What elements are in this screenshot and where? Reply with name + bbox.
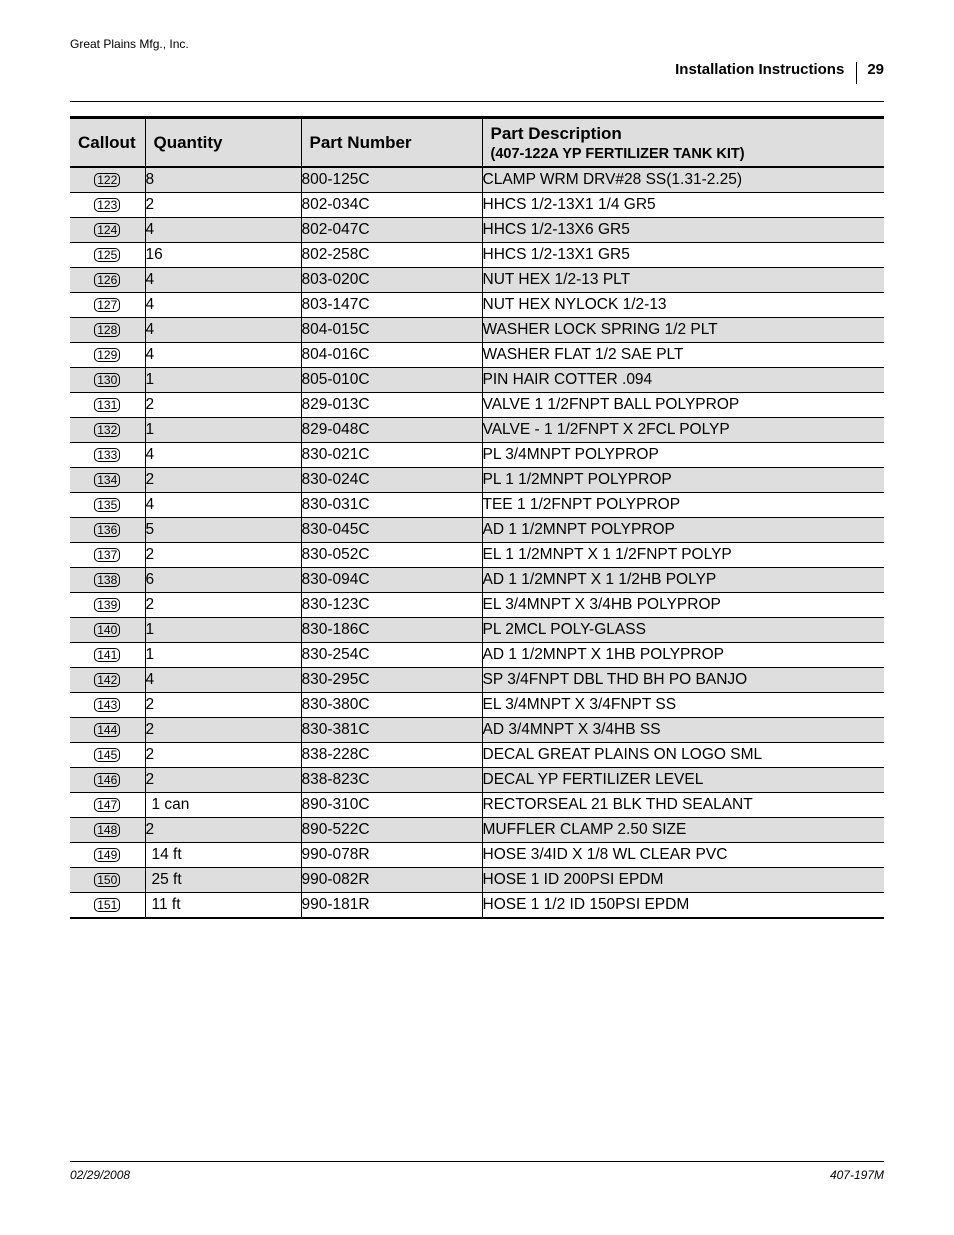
quantity-cell: 8 — [145, 167, 301, 193]
callout-cell — [70, 668, 145, 693]
part-number-cell: 830-031C — [301, 493, 482, 518]
table-row — [70, 468, 884, 493]
part-number-cell: 830-021C — [301, 443, 482, 468]
callout-cell — [70, 893, 145, 919]
table-row — [70, 193, 884, 218]
header-divider — [856, 62, 857, 84]
description-cell: DECAL GREAT PLAINS ON LOGO SML — [482, 743, 884, 768]
quantity-cell: 25 ft — [145, 868, 301, 893]
callout-badge: 147 — [94, 798, 120, 812]
description-cell: EL 3/4MNPT X 3/4HB POLYPROP — [482, 593, 884, 618]
part-number-cell: 829-048C — [301, 418, 482, 443]
callout-cell — [70, 843, 145, 868]
quantity-cell: 16 — [145, 243, 301, 268]
callout-cell — [70, 518, 145, 543]
quantity-cell: 2 — [145, 193, 301, 218]
part-number-cell: 830-380C — [301, 693, 482, 718]
table-row — [70, 618, 884, 643]
callout-badge: 137 — [94, 548, 120, 562]
callout-cell — [70, 693, 145, 718]
callout-badge: 133 — [94, 448, 120, 462]
callout-badge: 140 — [94, 623, 120, 637]
description-cell: CLAMP WRM DRV#28 SS(1.31-2.25) — [482, 167, 884, 193]
callout-cell — [70, 193, 145, 218]
description-cell: PL 1 1/2MNPT POLYPROP — [482, 468, 884, 493]
callout-badge: 134 — [94, 473, 120, 487]
footer-doc-number: 407-197M — [829, 1168, 884, 1182]
callout-badge: 142 — [94, 673, 120, 687]
quantity-cell: 2 — [145, 693, 301, 718]
description-cell: AD 3/4MNPT X 3/4HB SS — [482, 718, 884, 743]
table-row — [70, 743, 884, 768]
description-header-label: Part Description — [490, 123, 622, 143]
table-row — [70, 443, 884, 468]
callout-cell — [70, 343, 145, 368]
description-cell: PL 2MCL POLY-GLASS — [482, 618, 884, 643]
part-number-cell: 830-254C — [301, 643, 482, 668]
section-title: Installation Instructions — [675, 60, 845, 78]
table-row — [70, 793, 884, 818]
callout-badge: 138 — [94, 573, 120, 587]
quantity-cell: 5 — [145, 518, 301, 543]
callout-cell — [70, 468, 145, 493]
callout-cell — [70, 543, 145, 568]
part-number-cell: 830-123C — [301, 593, 482, 618]
description-cell: RECTORSEAL 21 BLK THD SEALANT — [482, 793, 884, 818]
callout-badge: 136 — [94, 523, 120, 537]
callout-badge: 125 — [94, 248, 120, 262]
part-number-cell: 830-094C — [301, 568, 482, 593]
quantity-cell: 1 can — [145, 793, 301, 818]
column-header-quantity: Quantity — [145, 118, 301, 168]
description-cell: PL 3/4MNPT POLYPROP — [482, 443, 884, 468]
callout-badge: 127 — [94, 298, 120, 312]
quantity-cell: 4 — [145, 443, 301, 468]
part-number-cell: 838-823C — [301, 768, 482, 793]
table-row — [70, 393, 884, 418]
part-number-cell: 990-082R — [301, 868, 482, 893]
quantity-cell: 4 — [145, 343, 301, 368]
description-cell: MUFFLER CLAMP 2.50 SIZE — [482, 818, 884, 843]
description-cell: TEE 1 1/2FNPT POLYPROP — [482, 493, 884, 518]
column-header-callout: Callout — [70, 118, 145, 168]
kit-name: (407-122A YP FERTILIZER TANK KIT) — [490, 145, 745, 162]
callout-cell — [70, 493, 145, 518]
quantity-cell: 2 — [145, 543, 301, 568]
parts-table-body — [70, 167, 884, 918]
footer-rule — [70, 1161, 884, 1162]
quantity-cell: 2 — [145, 818, 301, 843]
part-number-cell: 830-186C — [301, 618, 482, 643]
quantity-cell: 4 — [145, 668, 301, 693]
table-row — [70, 268, 884, 293]
part-number-cell: 802-034C — [301, 193, 482, 218]
callout-badge: 148 — [94, 823, 120, 837]
quantity-cell: 4 — [145, 268, 301, 293]
part-number-cell: 800-125C — [301, 167, 482, 193]
table-row — [70, 318, 884, 343]
column-header-description — [482, 118, 884, 168]
company-name: Great Plains Mfg., Inc. — [70, 37, 189, 51]
callout-cell — [70, 218, 145, 243]
table-row — [70, 293, 884, 318]
part-number-cell: 830-045C — [301, 518, 482, 543]
quantity-cell: 1 — [145, 368, 301, 393]
callout-badge: 141 — [94, 648, 120, 662]
quantity-cell: 1 — [145, 418, 301, 443]
quantity-cell: 2 — [145, 743, 301, 768]
column-header-part-number: Part Number — [301, 118, 482, 168]
callout-cell — [70, 167, 145, 193]
callout-cell — [70, 268, 145, 293]
description-cell: PIN HAIR COTTER .094 — [482, 368, 884, 393]
table-row — [70, 718, 884, 743]
table-row — [70, 568, 884, 593]
parts-table — [70, 116, 884, 919]
table-row — [70, 643, 884, 668]
description-cell: EL 3/4MNPT X 3/4FNPT SS — [482, 693, 884, 718]
description-cell: HOSE 3/4ID X 1/8 WL CLEAR PVC — [482, 843, 884, 868]
callout-badge: 143 — [94, 698, 120, 712]
table-row — [70, 768, 884, 793]
part-number-cell: 803-020C — [301, 268, 482, 293]
doc-header — [675, 58, 884, 80]
description-cell: WASHER FLAT 1/2 SAE PLT — [482, 343, 884, 368]
callout-cell — [70, 793, 145, 818]
quantity-cell: 2 — [145, 768, 301, 793]
description-cell: HOSE 1 ID 200PSI EPDM — [482, 868, 884, 893]
description-cell: VALVE - 1 1/2FNPT X 2FCL POLYP — [482, 418, 884, 443]
callout-badge: 145 — [94, 748, 120, 762]
description-cell: AD 1 1/2MNPT X 1HB POLYPROP — [482, 643, 884, 668]
description-cell: HHCS 1/2-13X6 GR5 — [482, 218, 884, 243]
part-number-cell: 830-024C — [301, 468, 482, 493]
quantity-cell: 2 — [145, 393, 301, 418]
callout-cell — [70, 393, 145, 418]
table-header-row — [70, 118, 884, 168]
quantity-cell: 4 — [145, 293, 301, 318]
description-cell: NUT HEX NYLOCK 1/2-13 — [482, 293, 884, 318]
part-number-cell: 838-228C — [301, 743, 482, 768]
table-row — [70, 418, 884, 443]
quantity-cell: 4 — [145, 318, 301, 343]
callout-badge: 126 — [94, 273, 120, 287]
quantity-cell: 1 — [145, 618, 301, 643]
callout-cell — [70, 618, 145, 643]
callout-badge: 122 — [94, 173, 120, 187]
table-row — [70, 218, 884, 243]
callout-cell — [70, 868, 145, 893]
description-cell: HHCS 1/2-13X1 GR5 — [482, 243, 884, 268]
part-number-cell: 830-381C — [301, 718, 482, 743]
callout-badge: 130 — [94, 373, 120, 387]
description-cell: SP 3/4FNPT DBL THD BH PO BANJO — [482, 668, 884, 693]
description-cell: DECAL YP FERTILIZER LEVEL — [482, 768, 884, 793]
callout-cell — [70, 443, 145, 468]
quantity-cell: 2 — [145, 593, 301, 618]
part-number-cell: 890-310C — [301, 793, 482, 818]
part-number-cell: 805-010C — [301, 368, 482, 393]
table-row — [70, 368, 884, 393]
callout-cell — [70, 243, 145, 268]
callout-badge: 144 — [94, 723, 120, 737]
callout-badge: 150 — [94, 873, 120, 887]
callout-cell — [70, 718, 145, 743]
quantity-cell: 4 — [145, 218, 301, 243]
quantity-cell: 2 — [145, 718, 301, 743]
table-row — [70, 668, 884, 693]
description-cell: HOSE 1 1/2 ID 150PSI EPDM — [482, 893, 884, 919]
part-number-cell: 829-013C — [301, 393, 482, 418]
description-cell: VALVE 1 1/2FNPT BALL POLYPROP — [482, 393, 884, 418]
callout-badge: 151 — [94, 898, 120, 912]
part-number-cell: 830-052C — [301, 543, 482, 568]
callout-cell — [70, 293, 145, 318]
table-row — [70, 518, 884, 543]
table-row — [70, 543, 884, 568]
part-number-cell: 803-147C — [301, 293, 482, 318]
callout-badge: 128 — [94, 323, 120, 337]
part-number-cell: 802-258C — [301, 243, 482, 268]
part-number-cell: 804-016C — [301, 343, 482, 368]
callout-badge: 139 — [94, 598, 120, 612]
description-cell: AD 1 1/2MNPT POLYPROP — [482, 518, 884, 543]
callout-badge: 129 — [94, 348, 120, 362]
description-cell: EL 1 1/2MNPT X 1 1/2FNPT POLYP — [482, 543, 884, 568]
part-number-cell: 890-522C — [301, 818, 482, 843]
callout-cell — [70, 818, 145, 843]
quantity-cell: 1 — [145, 643, 301, 668]
callout-cell — [70, 643, 145, 668]
callout-cell — [70, 593, 145, 618]
footer-date: 02/29/2008 — [70, 1168, 131, 1182]
callout-badge: 131 — [94, 398, 120, 412]
table-row — [70, 868, 884, 893]
callout-badge: 135 — [94, 498, 120, 512]
callout-badge: 124 — [94, 223, 120, 237]
quantity-cell: 11 ft — [145, 893, 301, 919]
description-cell: NUT HEX 1/2-13 PLT — [482, 268, 884, 293]
callout-badge: 149 — [94, 848, 120, 862]
callout-badge: 123 — [94, 198, 120, 212]
table-row — [70, 343, 884, 368]
part-number-cell: 990-078R — [301, 843, 482, 868]
table-row — [70, 843, 884, 868]
callout-cell — [70, 368, 145, 393]
callout-cell — [70, 418, 145, 443]
quantity-cell: 6 — [145, 568, 301, 593]
callout-cell — [70, 568, 145, 593]
table-row — [70, 243, 884, 268]
table-row — [70, 593, 884, 618]
quantity-cell: 14 ft — [145, 843, 301, 868]
table-row — [70, 167, 884, 193]
table-row — [70, 893, 884, 919]
callout-badge: 146 — [94, 773, 120, 787]
quantity-cell: 2 — [145, 468, 301, 493]
description-cell: WASHER LOCK SPRING 1/2 PLT — [482, 318, 884, 343]
part-number-cell: 804-015C — [301, 318, 482, 343]
table-row — [70, 818, 884, 843]
quantity-cell: 4 — [145, 493, 301, 518]
part-number-cell: 802-047C — [301, 218, 482, 243]
part-number-cell: 830-295C — [301, 668, 482, 693]
header-rule — [70, 101, 884, 102]
part-number-cell: 990-181R — [301, 893, 482, 919]
page-number: 29 — [867, 60, 884, 78]
callout-cell — [70, 768, 145, 793]
callout-cell — [70, 318, 145, 343]
description-cell: HHCS 1/2-13X1 1/4 GR5 — [482, 193, 884, 218]
table-row — [70, 693, 884, 718]
callout-badge: 132 — [94, 423, 120, 437]
table-row — [70, 493, 884, 518]
description-cell: AD 1 1/2MNPT X 1 1/2HB POLYP — [482, 568, 884, 593]
callout-cell — [70, 743, 145, 768]
